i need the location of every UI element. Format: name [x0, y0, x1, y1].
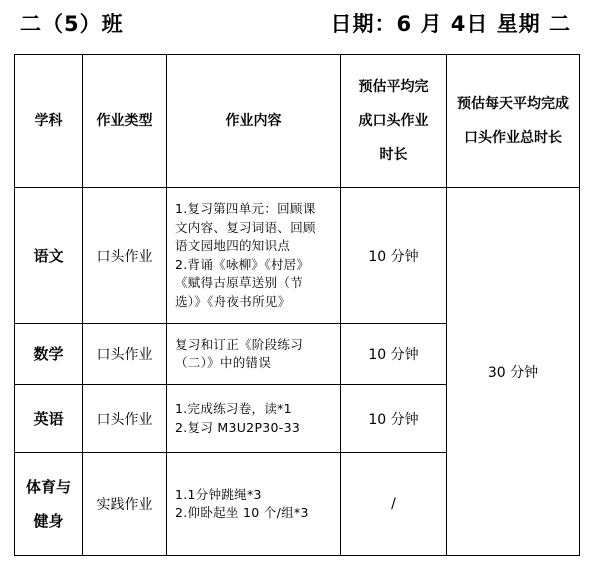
duration-cell: 10 分钟 — [341, 188, 447, 324]
col-header-type: 作业类型 — [83, 55, 167, 188]
table-row — [15, 188, 580, 324]
type-cell: 口头作业 — [83, 385, 167, 453]
duration-cell: 10 分钟 — [341, 385, 447, 453]
content-cell: 1.完成练习卷，读*1 2.复习 M3U2P30-33 — [167, 385, 341, 453]
col-header-subject: 学科 — [15, 55, 83, 188]
content-cell: 1.复习第四单元：回顾课 文内容、复习词语、回顾 语文园地四的知识点 2.背诵《咏柳》《村居》 《赋得古原草送别（节 选）》《舟夜书所见》 — [167, 188, 341, 324]
content-cell: 复习和订正《阶段练习 （二）》中的错误 — [167, 324, 341, 385]
duration-cell: 10 分钟 — [341, 324, 447, 385]
header-row — [15, 55, 580, 188]
col-header-total: 预估每天平均完成 口头作业总时长 — [447, 55, 580, 188]
subject-cell: 体育与 健身 — [15, 453, 83, 556]
duration-cell: / — [341, 453, 447, 556]
content-cell: 1.1分钟跳绳*3 2.仰卧起坐 10 个/组*3 — [167, 453, 341, 556]
subject-cell: 数学 — [15, 324, 83, 385]
col-header-content: 作业内容 — [167, 55, 341, 188]
type-cell: 口头作业 — [83, 188, 167, 324]
type-cell: 口头作业 — [83, 324, 167, 385]
subject-cell: 英语 — [15, 385, 83, 453]
type-cell: 实践作业 — [83, 453, 167, 556]
subject-cell: 语文 — [15, 188, 83, 324]
homework-table — [14, 54, 580, 556]
col-header-duration: 预估平均完 成口头作业 时长 — [341, 55, 447, 188]
date-label: 日期：6 月 4日 星期 二 — [330, 12, 571, 36]
total-duration-cell: 30 分钟 — [447, 188, 580, 556]
class-label: 二（5）班 — [20, 12, 124, 36]
